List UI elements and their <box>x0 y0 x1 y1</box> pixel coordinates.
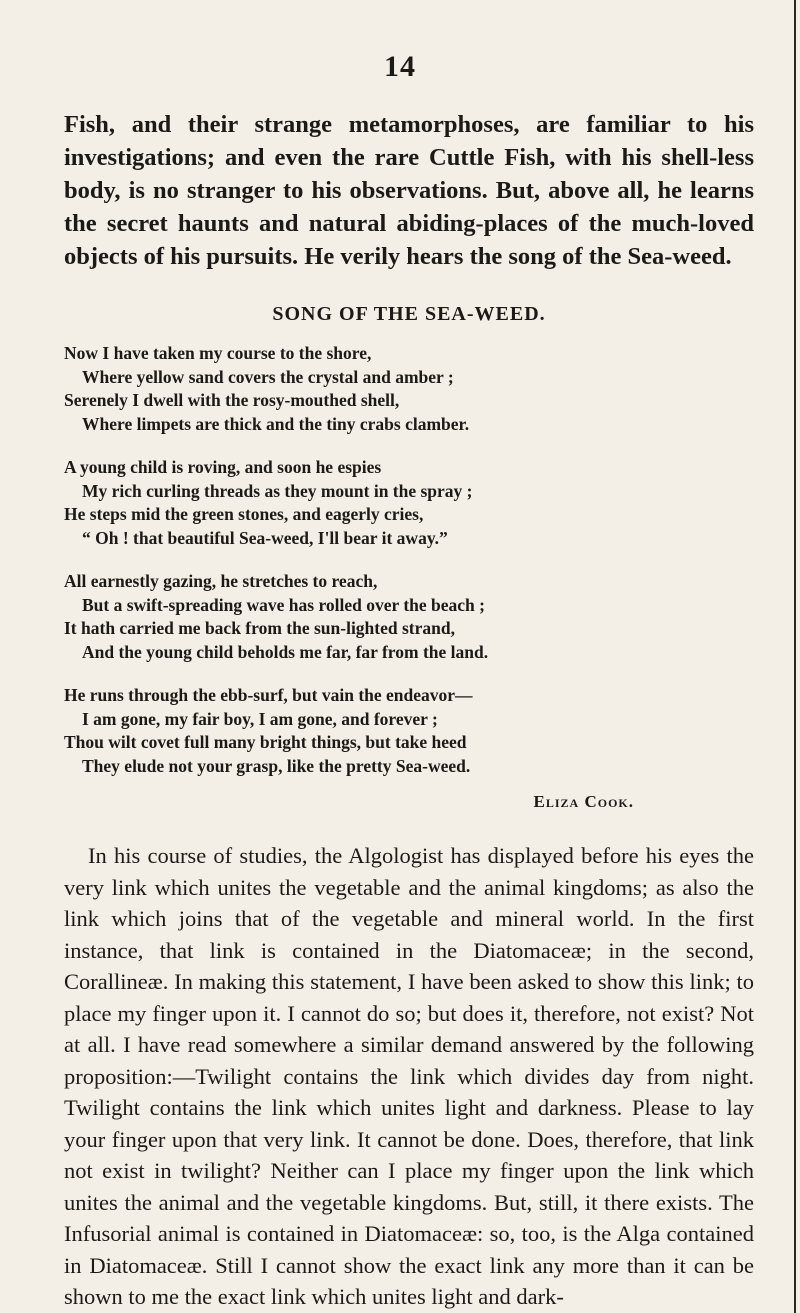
page-content <box>64 108 754 1313</box>
page-edge-line <box>794 0 796 1313</box>
poem-line: They elude not your grasp, like the pretty Sea-weed. <box>82 755 471 776</box>
poem-line: All earnestly gazing, he stretches to reach, <box>64 571 378 591</box>
poem-line: Serenely I dwell with the rosy-mouthed shell, <box>64 390 400 410</box>
poem-stanza <box>64 456 754 550</box>
poem-title: SONG OF THE SEA-WEED. <box>272 303 546 325</box>
intro-section <box>64 108 754 273</box>
poem-author: Eliza Cook. <box>533 792 634 811</box>
poem-line: But a swift-spreading wave has rolled over the beach ; <box>82 594 485 615</box>
poem-line: Where yellow sand covers the crystal and amber ; <box>82 366 454 387</box>
poem-line: Where limpets are thick and the tiny crabs clamber. <box>82 413 470 434</box>
poem-line: Thou wilt covet full many bright things, but take heed <box>64 732 467 752</box>
body-section <box>64 840 754 1313</box>
poem-line: It hath carried me back from the sun-lighted strand, <box>64 618 455 638</box>
poem-line: My rich curling threads as they mount in the spray ; <box>82 480 473 501</box>
poem-line: Now I have taken my course to the shore, <box>64 343 372 363</box>
poem-line: He runs through the ebb-surf, but vain the endeavor— <box>64 685 473 705</box>
poem-stanza <box>64 342 754 436</box>
poem <box>64 303 754 812</box>
poem-line: He steps mid the green stones, and eagerly cries, <box>64 504 424 524</box>
poem-line: And the young child beholds me far, far from the land. <box>82 641 489 662</box>
poem-line: “ Oh ! that beautiful Sea-weed, I'll bear it away.” <box>82 527 448 548</box>
poem-line: A young child is roving, and soon he espies <box>64 457 382 477</box>
poem-line: I am gone, my fair boy, I am gone, and forever ; <box>82 708 438 729</box>
page-number: 14 <box>384 50 416 83</box>
body-paragraph: In his course of studies, the Algologist has displayed before his eyes the very link which unites the vegetable and the animal kingdoms; as also the link which joins that of the vegetable and mineral world. In the first instance, that link is contained in the Diatomaceæ; in the second, Corallineæ. In making this statement, I have been asked to show this link; to place my finger upon it. I cannot do so; but does it, therefore, not exist? Not at all. I have read somewhere a similar demand answered by the following proposition:—Twilight contains the link which divides day from night. Twilight contains the link which unites light and darkness. Please to lay your finger upon that very link. It cannot be done. Does, therefore, that link not exist in twilight? Neither can I place my finger upon the link which unites the animal and the vegetable kingdoms. But, still, it there exists. The Infusorial animal is contained in Diatomaceæ: so, too, is the Alga contained in Diatomaceæ. Still I cannot show the exact link any more than it can be shown to me the exact link which unites light and dark- <box>64 843 754 1309</box>
poem-stanza <box>64 684 754 778</box>
poem-stanza <box>64 570 754 664</box>
intro-paragraph: Fish, and their strange metamorphoses, are familiar to his investigations; and even the rare Cuttle Fish, with his shell-less body, is no stranger to his observations. But, above all, he learns the secret haunts and natural abiding-places of the much-loved objects of his pursuits. He verily hears the song of the Sea-weed. <box>64 111 754 270</box>
